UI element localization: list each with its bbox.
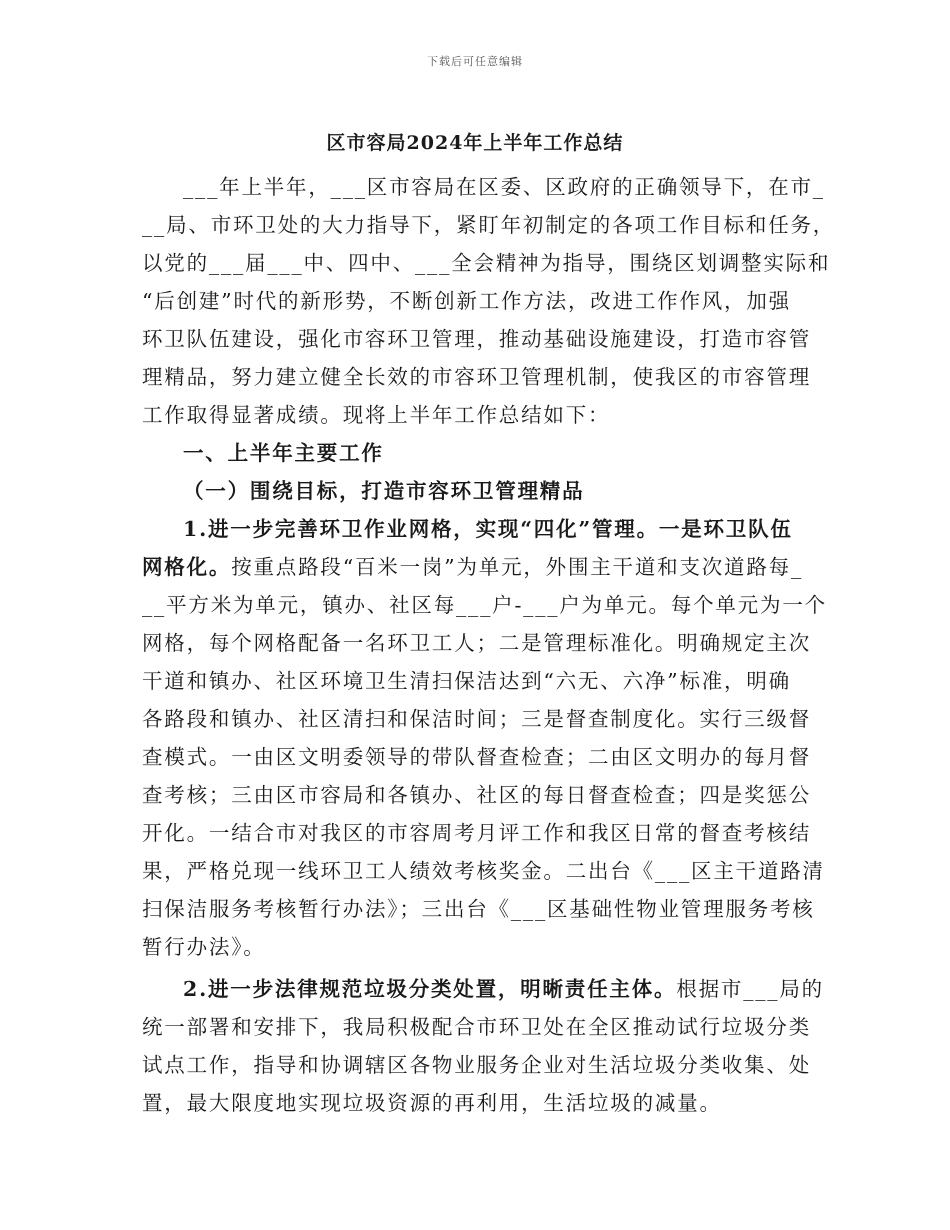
item1-line: 查模式。一由区文明委领导的带队督查检查；二由区文明办的每月督 (142, 745, 811, 769)
item1-line (142, 548, 812, 586)
item1-line: 开化。一结合市对我区的市容周考月评工作和我区日常的督查考核结 (142, 821, 811, 845)
item1-bold-phrase: 网格化。 (142, 555, 232, 579)
item1-line: 干道和镇办、社区环境卫生清扫保洁达到“六无、六净”标准，明确 (142, 669, 791, 693)
item1-line: 各路段和镇办、社区清扫和保洁时间；三是督查制度化。实行三级督 (142, 707, 811, 731)
item1-text: 按重点路段“百米一岗”为单元，外围主干道和支次道路每_ (231, 555, 804, 579)
intro-line: “后创建”时代的新形势，不断创新工作方法，改进工作作风，加强 (142, 289, 791, 313)
item2-line: 试点工作，指导和协调辖区各物业服务企业对生活垃圾分类收集、处 (142, 1053, 811, 1077)
document-title: 区市容局2024年上半年工作总结 (326, 132, 624, 154)
item1-line: 果，严格兑现一线环卫工人绩效考核奖金。二出台《___区主干道路清 (142, 859, 825, 883)
item1-heading: 1.进一步完善环卫作业网格，实现“四化”管理。一是环卫队伍 (183, 517, 793, 541)
item1-line: 查考核；三由区市容局和各镇办、社区的每日督查检查；四是奖惩公 (142, 783, 811, 807)
item2-line: 置，最大限度地实现垃圾资源的再利用，生活垃圾的减量。 (142, 1091, 722, 1115)
intro-line: __局、市环卫处的大力指导下，紧盯年初制定的各项工作目标和任务， (142, 213, 836, 237)
intro-line: ___年上半年，___区市容局在区委、区政府的正确领导下，在市_ (183, 175, 825, 199)
item2-line: 统一部署和安排下，我局积极配合市环卫处在全区推动试行垃圾分类 (142, 1015, 811, 1039)
item2-heading: 2.进一步法律规范垃圾分类处置，明晰责任主体。 (183, 977, 677, 1001)
intro-line: 理精品，努力建立健全长效的市容环卫管理机制，使我区的市容管理 (142, 365, 811, 389)
intro-line: 环卫队伍建设，强化市容环卫管理，推动基础设施建设，打造市容管 (142, 327, 811, 351)
header-note: 下载后可任意编辑 (427, 55, 523, 68)
intro-line: 以党的___届___中、四中、___全会精神为指导，围绕区划调整实际和 (142, 251, 831, 275)
item2-line (142, 970, 824, 1008)
item2-text: 根据市___局的 (676, 977, 824, 1001)
item1-line: 网格，每个网格配备一名环卫工人；二是管理标准化。明确规定主次 (142, 631, 811, 655)
item1-line: __平方米为单元，镇办、社区每___户-___户为单元。每个单元为一个 (142, 593, 827, 617)
subsection-heading: （一）围绕目标，打造市容环卫管理精品 (183, 479, 585, 503)
section-heading: 一、上半年主要工作 (183, 441, 384, 465)
document-body (142, 168, 836, 1122)
item1-line: 暂行办法》。 (142, 935, 266, 959)
intro-line: 工作取得显著成绩。现将上半年工作总结如下： (142, 403, 611, 427)
item1-line: 扫保洁服务考核暂行办法》；三出台《___区基础性物业管理服务考核 (142, 897, 815, 921)
